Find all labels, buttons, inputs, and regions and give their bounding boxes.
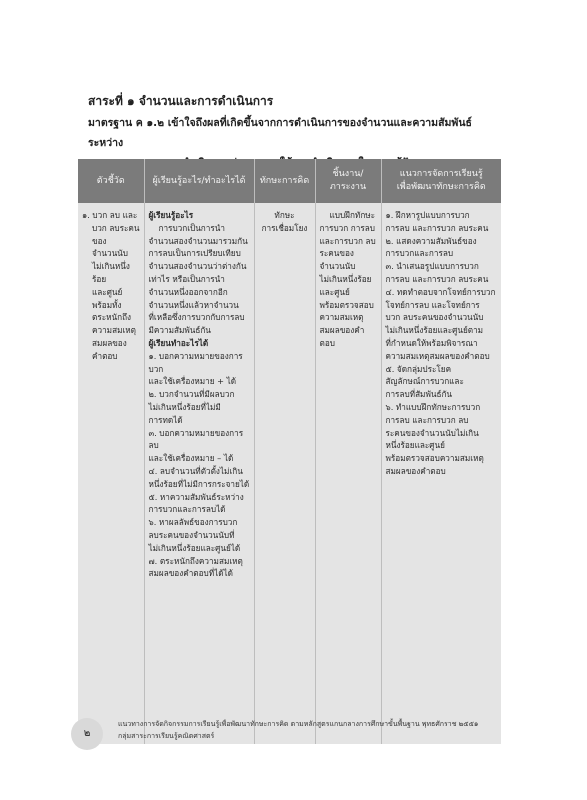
- learner-know-line: มีความสัมพันธ์กัน: [148, 325, 211, 336]
- activity-line: ๑. ฝึกหารูปแบบการบวก: [385, 210, 470, 220]
- activity-line: การลบที่สัมพันธ์กัน: [385, 389, 453, 400]
- activity-line: การบวกและการลบ: [385, 248, 454, 259]
- indicator-line: บวก ลบระคน: [92, 222, 140, 233]
- learner-do-line: ๖. หาผลลัพธ์ของการบวก: [148, 517, 238, 528]
- task-line: การบวก การลบ: [319, 222, 375, 233]
- learner-do-line: ๓. บอกความหมายของการลบ: [148, 427, 244, 451]
- header-task: [315, 159, 381, 203]
- activity-line: ๖. ทำแบบฝึกทักษะการบวก: [385, 401, 481, 412]
- learner-do-line: ๕. หาความสัมพันธ์ระหว่าง: [148, 491, 244, 502]
- learner-do-line: หนึ่งร้อยที่ไม่มีการกระจายได้: [148, 478, 250, 489]
- header-activity: [381, 159, 501, 203]
- page-number: ๒: [71, 718, 103, 750]
- learner-do-line: ๔. ลบจำนวนที่ตัวตั้งไม่เกิน: [148, 465, 243, 476]
- skill-line: การเชื่อมโยง: [261, 222, 308, 233]
- learner-know-line: จำนวนสองจำนวนมารวมกัน: [148, 235, 248, 246]
- activity-line: การลบ และการบวก ลบระคน: [385, 273, 489, 284]
- learner-know-line: ที่เหลือซึ่งการบวกกับการลบ: [148, 312, 245, 323]
- learner-cell: [144, 203, 254, 744]
- header-learner: ผู้เรียนรู้อะไร/ทำอะไรได้: [144, 159, 254, 203]
- task-line: สมผลของคำตอบ: [319, 325, 365, 348]
- header-skill: ทักษะการคิด: [254, 159, 315, 203]
- activity-line: หนึ่งร้อยและศูนย์: [385, 440, 445, 451]
- header-indicator: ตัวชี้วัด: [78, 159, 144, 203]
- task-line: ระคนของจำนวนนับ: [319, 248, 356, 272]
- task-line: ไม่เกินหนึ่งร้อย: [319, 273, 372, 284]
- header-activity-line-2: เพื่อพัฒนาทักษะการคิด: [396, 182, 486, 192]
- indicator-line: สมผลของ: [92, 337, 127, 348]
- task-line: ความสมเหตุ: [319, 312, 364, 323]
- activity-line: การลบ และการบวก ลบระคน: [385, 222, 489, 233]
- learner-know-line: การบวกเป็นการนำ: [158, 222, 225, 233]
- footer-line-2: กลุ่มสาระการเรียนรู้คณิตศาสตร์: [118, 732, 215, 740]
- learner-do-line: การทดได้: [148, 414, 183, 425]
- skill-cell: [254, 203, 315, 744]
- learner-know-line: จำนวนสองจำนวนว่าต่างกัน: [148, 261, 247, 272]
- footer-line-1: แนวทางการจัดกิจกรรมการเรียนรู้เพื่อพัฒนาทักษะการคิด ตามหลักสูตรแกนกลางการศึกษาขั้นพื้นฐาน พุทธศักราช ๒๕๕๑: [118, 720, 479, 728]
- activity-line: สัญลักษณ์การบวกและ: [385, 376, 464, 387]
- standard-line-1: มาตรฐาน ค ๑.๒ เข้าใจถึงผลที่เกิดขึ้นจากการดำเนินการของจำนวนและความสัมพันธ์ระหว่าง: [88, 117, 472, 149]
- table-row: [78, 203, 501, 744]
- learner-do-line: ๗. ตระหนักถึงความสมเหตุ: [148, 555, 243, 566]
- learner-know-line: จำนวนหนึ่งออกจากอีก: [148, 286, 228, 297]
- activity-line: บวก ลบระคนของจำนวนนับ: [385, 312, 484, 323]
- learner-do-line: ๒. บวกจำนวนที่มีผลบวก: [148, 389, 235, 400]
- learner-do-line: สมผลของคำตอบที่ได้ได้: [148, 568, 233, 579]
- activity-line: ไม่เกินหนึ่งร้อยและศูนย์ตาม: [385, 325, 484, 336]
- indicator-line: ตระหนักถึง: [92, 312, 132, 323]
- learner-do-line: ไม่เกินหนึ่งร้อยและศูนย์ได้: [148, 542, 241, 553]
- task-line: พร้อมตรวจสอบ: [319, 299, 374, 310]
- learner-do-line: และใช้เครื่องหมาย + ได้: [148, 376, 237, 387]
- header-activity-line-1: แนวการจัดการเรียนรู้: [399, 169, 483, 179]
- activity-line: ๓. นำเสนอรูปแบบการบวก: [385, 261, 479, 272]
- indicator-line: พร้อมทั้ง: [92, 299, 122, 310]
- indicator-line: ของจำนวนนับ: [92, 235, 128, 259]
- skill-line: ทักษะ: [274, 210, 295, 220]
- activity-line: ๔. ทดทำตอบจากโจทย์การบวก: [385, 286, 496, 297]
- learner-do-line: ลบระคนของจำนวนนับที่: [148, 529, 235, 540]
- learner-do-line: และใช้เครื่องหมาย – ได้: [148, 453, 234, 464]
- learner-do-line: ไม่เกินหนึ่งร้อยที่ไม่มี: [148, 401, 221, 412]
- learner-know-heading: ผู้เรียนรู้อะไร: [148, 210, 194, 220]
- indicator-line: ไม่เกินหนึ่งร้อย: [92, 261, 130, 284]
- learner-know-line: จำนวนหนึ่งแล้วหาจำนวน: [148, 299, 239, 310]
- activity-line: ๕. จัดกลุ่มประโยค: [385, 363, 452, 374]
- indicator-line: และศูนย์: [92, 286, 123, 297]
- activity-line: ๒. แสดงความสัมพันธ์ของ: [385, 235, 477, 246]
- activity-line: ที่กำหนดให้พร้อมพิจารณา: [385, 337, 478, 348]
- task-cell: [315, 203, 381, 744]
- learner-do-line: การบวกและการลบได้: [148, 504, 226, 515]
- curriculum-table: [78, 159, 501, 744]
- indicator-line: คำตอบ: [92, 350, 118, 361]
- activity-line: พร้อมตรวจสอบความสมเหตุ: [385, 453, 484, 464]
- activity-line: การลบ และการบวก ลบ: [385, 414, 469, 425]
- indicator-line: ๑. บวก ลบ และ: [82, 210, 138, 220]
- learner-do-heading: ผู้เรียนทำอะไรได้: [148, 337, 209, 348]
- task-line: และการบวก ลบ: [319, 235, 376, 246]
- strand-title: สาระที่ ๑ จำนวนและการดำเนินการ: [88, 94, 274, 108]
- activity-line: ความสมเหตุสมผลของคำตอบ: [385, 350, 490, 361]
- learner-know-line: การลบเป็นการเปรียบเทียบ: [148, 248, 241, 259]
- activity-line: ระคนของจำนวนนับไม่เกิน: [385, 427, 479, 438]
- table-header-row: [78, 159, 501, 203]
- page-footer: [118, 718, 478, 742]
- task-line: แบบฝึกทักษะ: [329, 210, 376, 220]
- header-task-line-1: ชิ้นงาน/: [332, 169, 364, 179]
- indicator-cell: [78, 203, 144, 744]
- learner-know-line: เท่าไร หรือเป็นการนำ: [148, 273, 225, 284]
- activity-line: โจทย์การลบ และโจทย์การ: [385, 299, 480, 310]
- indicator-line: ความสมเหตุ: [92, 325, 136, 336]
- activity-cell: [381, 203, 501, 744]
- task-line: และศูนย์: [319, 286, 350, 297]
- activity-line: สมผลของคำตอบ: [385, 465, 446, 476]
- header-task-line-2: ภาระงาน: [329, 182, 367, 192]
- learner-do-line: ๑. บอกความหมายของการบวก: [148, 350, 243, 374]
